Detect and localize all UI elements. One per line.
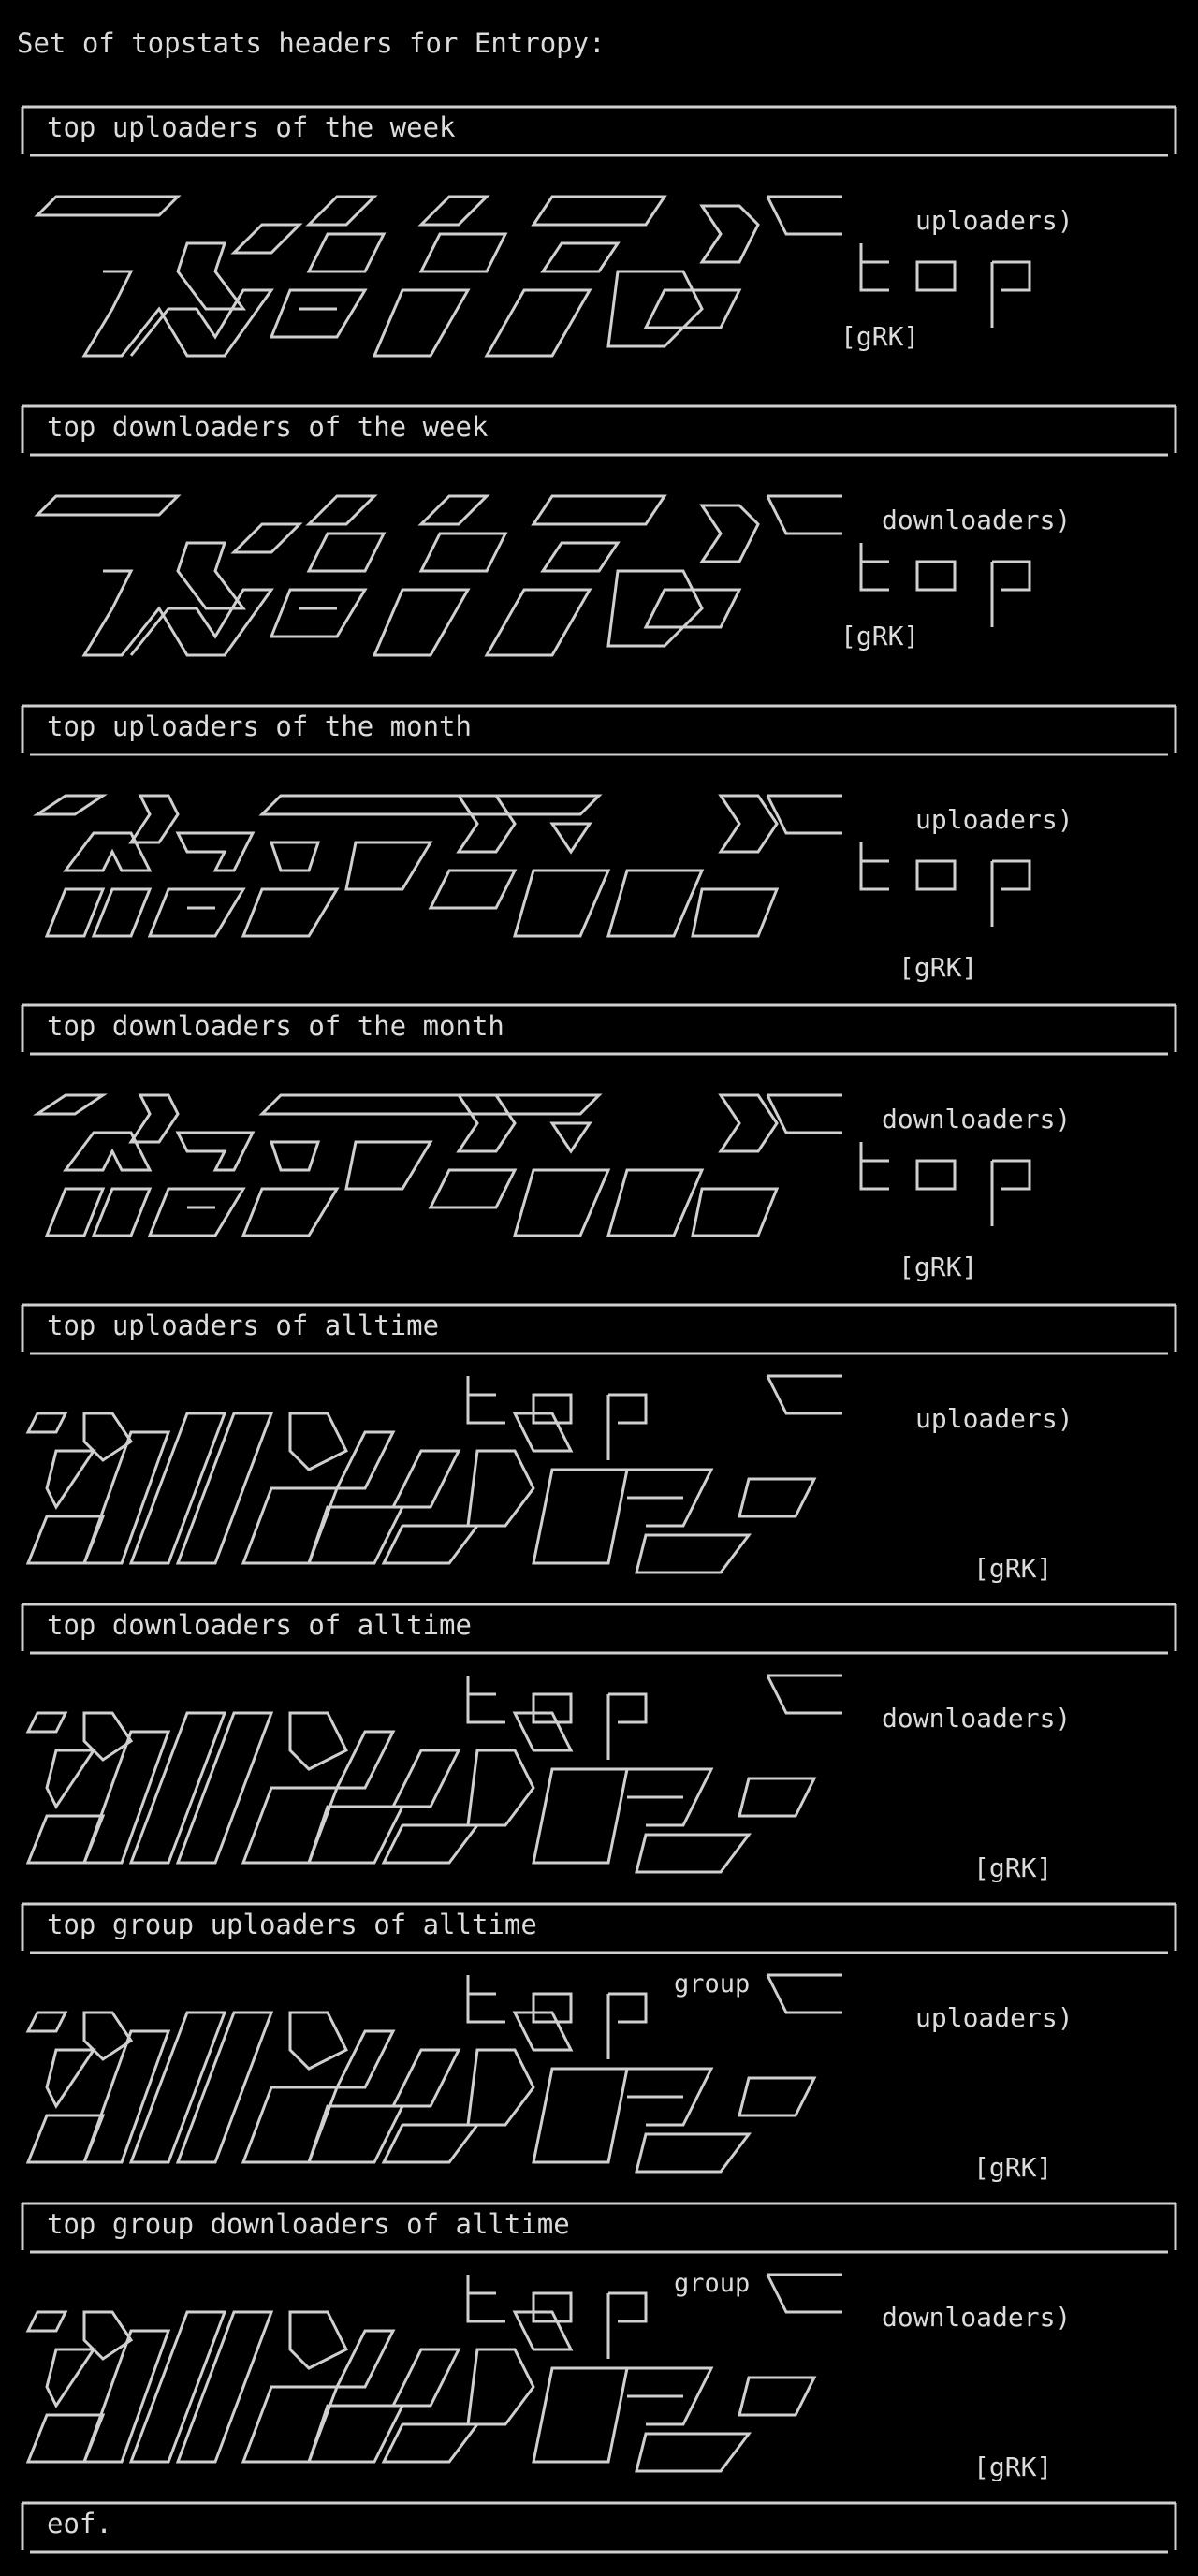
footer-label: eof. xyxy=(47,2508,112,2539)
alltime-logo-art xyxy=(28,1969,1076,2190)
artist-credit: [gRK] xyxy=(973,2152,1053,2183)
section-header-label: top uploaders of the month xyxy=(47,710,472,742)
section-header-box xyxy=(21,2198,1177,2252)
section-header-box xyxy=(21,700,1177,754)
alltime-logo-art xyxy=(28,2269,1076,2490)
section-header-box xyxy=(21,401,1177,455)
section-header-label: top group downloaders of alltime xyxy=(47,2208,570,2240)
top-mini-logo xyxy=(468,1676,646,1760)
alltime-logo-art xyxy=(28,1676,1076,1891)
logo-subtitle: downloaders) xyxy=(882,1104,1072,1134)
top-mini-logo xyxy=(861,543,1030,627)
artist-credit: [gRK] xyxy=(898,1251,978,1282)
top-mini-logo xyxy=(861,243,1030,328)
logo-subtitle: uploaders) xyxy=(915,2002,1074,2033)
section-header-label: top uploaders of alltime xyxy=(47,1310,440,1341)
logo-subtitle: uploaders) xyxy=(915,1403,1074,1434)
intro-text: Set of topstats headers for Entropy: xyxy=(17,27,606,59)
month-logo-art xyxy=(28,796,1076,1011)
section-header-box xyxy=(21,1898,1177,1953)
section-header-box xyxy=(21,1299,1177,1354)
group-label: group xyxy=(674,1969,751,1998)
footer-frame xyxy=(21,2497,1177,2552)
top-mini-logo xyxy=(861,1142,1030,1226)
logo-subtitle: downloaders) xyxy=(882,1703,1072,1734)
section-header-label: top group uploaders of alltime xyxy=(47,1909,537,1940)
section-header-label: top downloaders of the week xyxy=(47,411,489,443)
artist-credit: [gRK] xyxy=(973,1553,1053,1584)
week-logo-art xyxy=(28,496,1076,711)
artist-credit: [gRK] xyxy=(898,952,978,983)
artist-credit: [gRK] xyxy=(973,1852,1053,1883)
section-header-label: top downloaders of the month xyxy=(47,1010,504,1042)
top-mini-logo xyxy=(468,2275,646,2359)
alltime-logo-art xyxy=(28,1376,1076,1591)
top-mini-logo xyxy=(468,1376,646,1460)
artist-credit: [gRK] xyxy=(840,621,920,651)
artist-credit: [gRK] xyxy=(973,2452,1053,2482)
month-logo-art xyxy=(28,1095,1076,1310)
section-header-label: top uploaders of the week xyxy=(47,111,456,143)
group-label: group xyxy=(674,2269,751,2298)
section-header-label: top downloaders of alltime xyxy=(47,1609,472,1641)
section-header-box xyxy=(21,1599,1177,1653)
footer-box xyxy=(21,2497,1177,2552)
logo-subtitle: uploaders) xyxy=(915,205,1074,236)
section-header-box xyxy=(21,1000,1177,1054)
logo-subtitle: downloaders) xyxy=(882,505,1072,535)
top-mini-logo xyxy=(861,842,1030,927)
section-header-box xyxy=(21,101,1177,155)
week-logo-art xyxy=(28,197,1076,412)
top-mini-logo xyxy=(468,1975,646,2059)
logo-subtitle: uploaders) xyxy=(915,804,1074,835)
artist-credit: [gRK] xyxy=(840,321,920,352)
logo-subtitle: downloaders) xyxy=(882,2302,1072,2333)
